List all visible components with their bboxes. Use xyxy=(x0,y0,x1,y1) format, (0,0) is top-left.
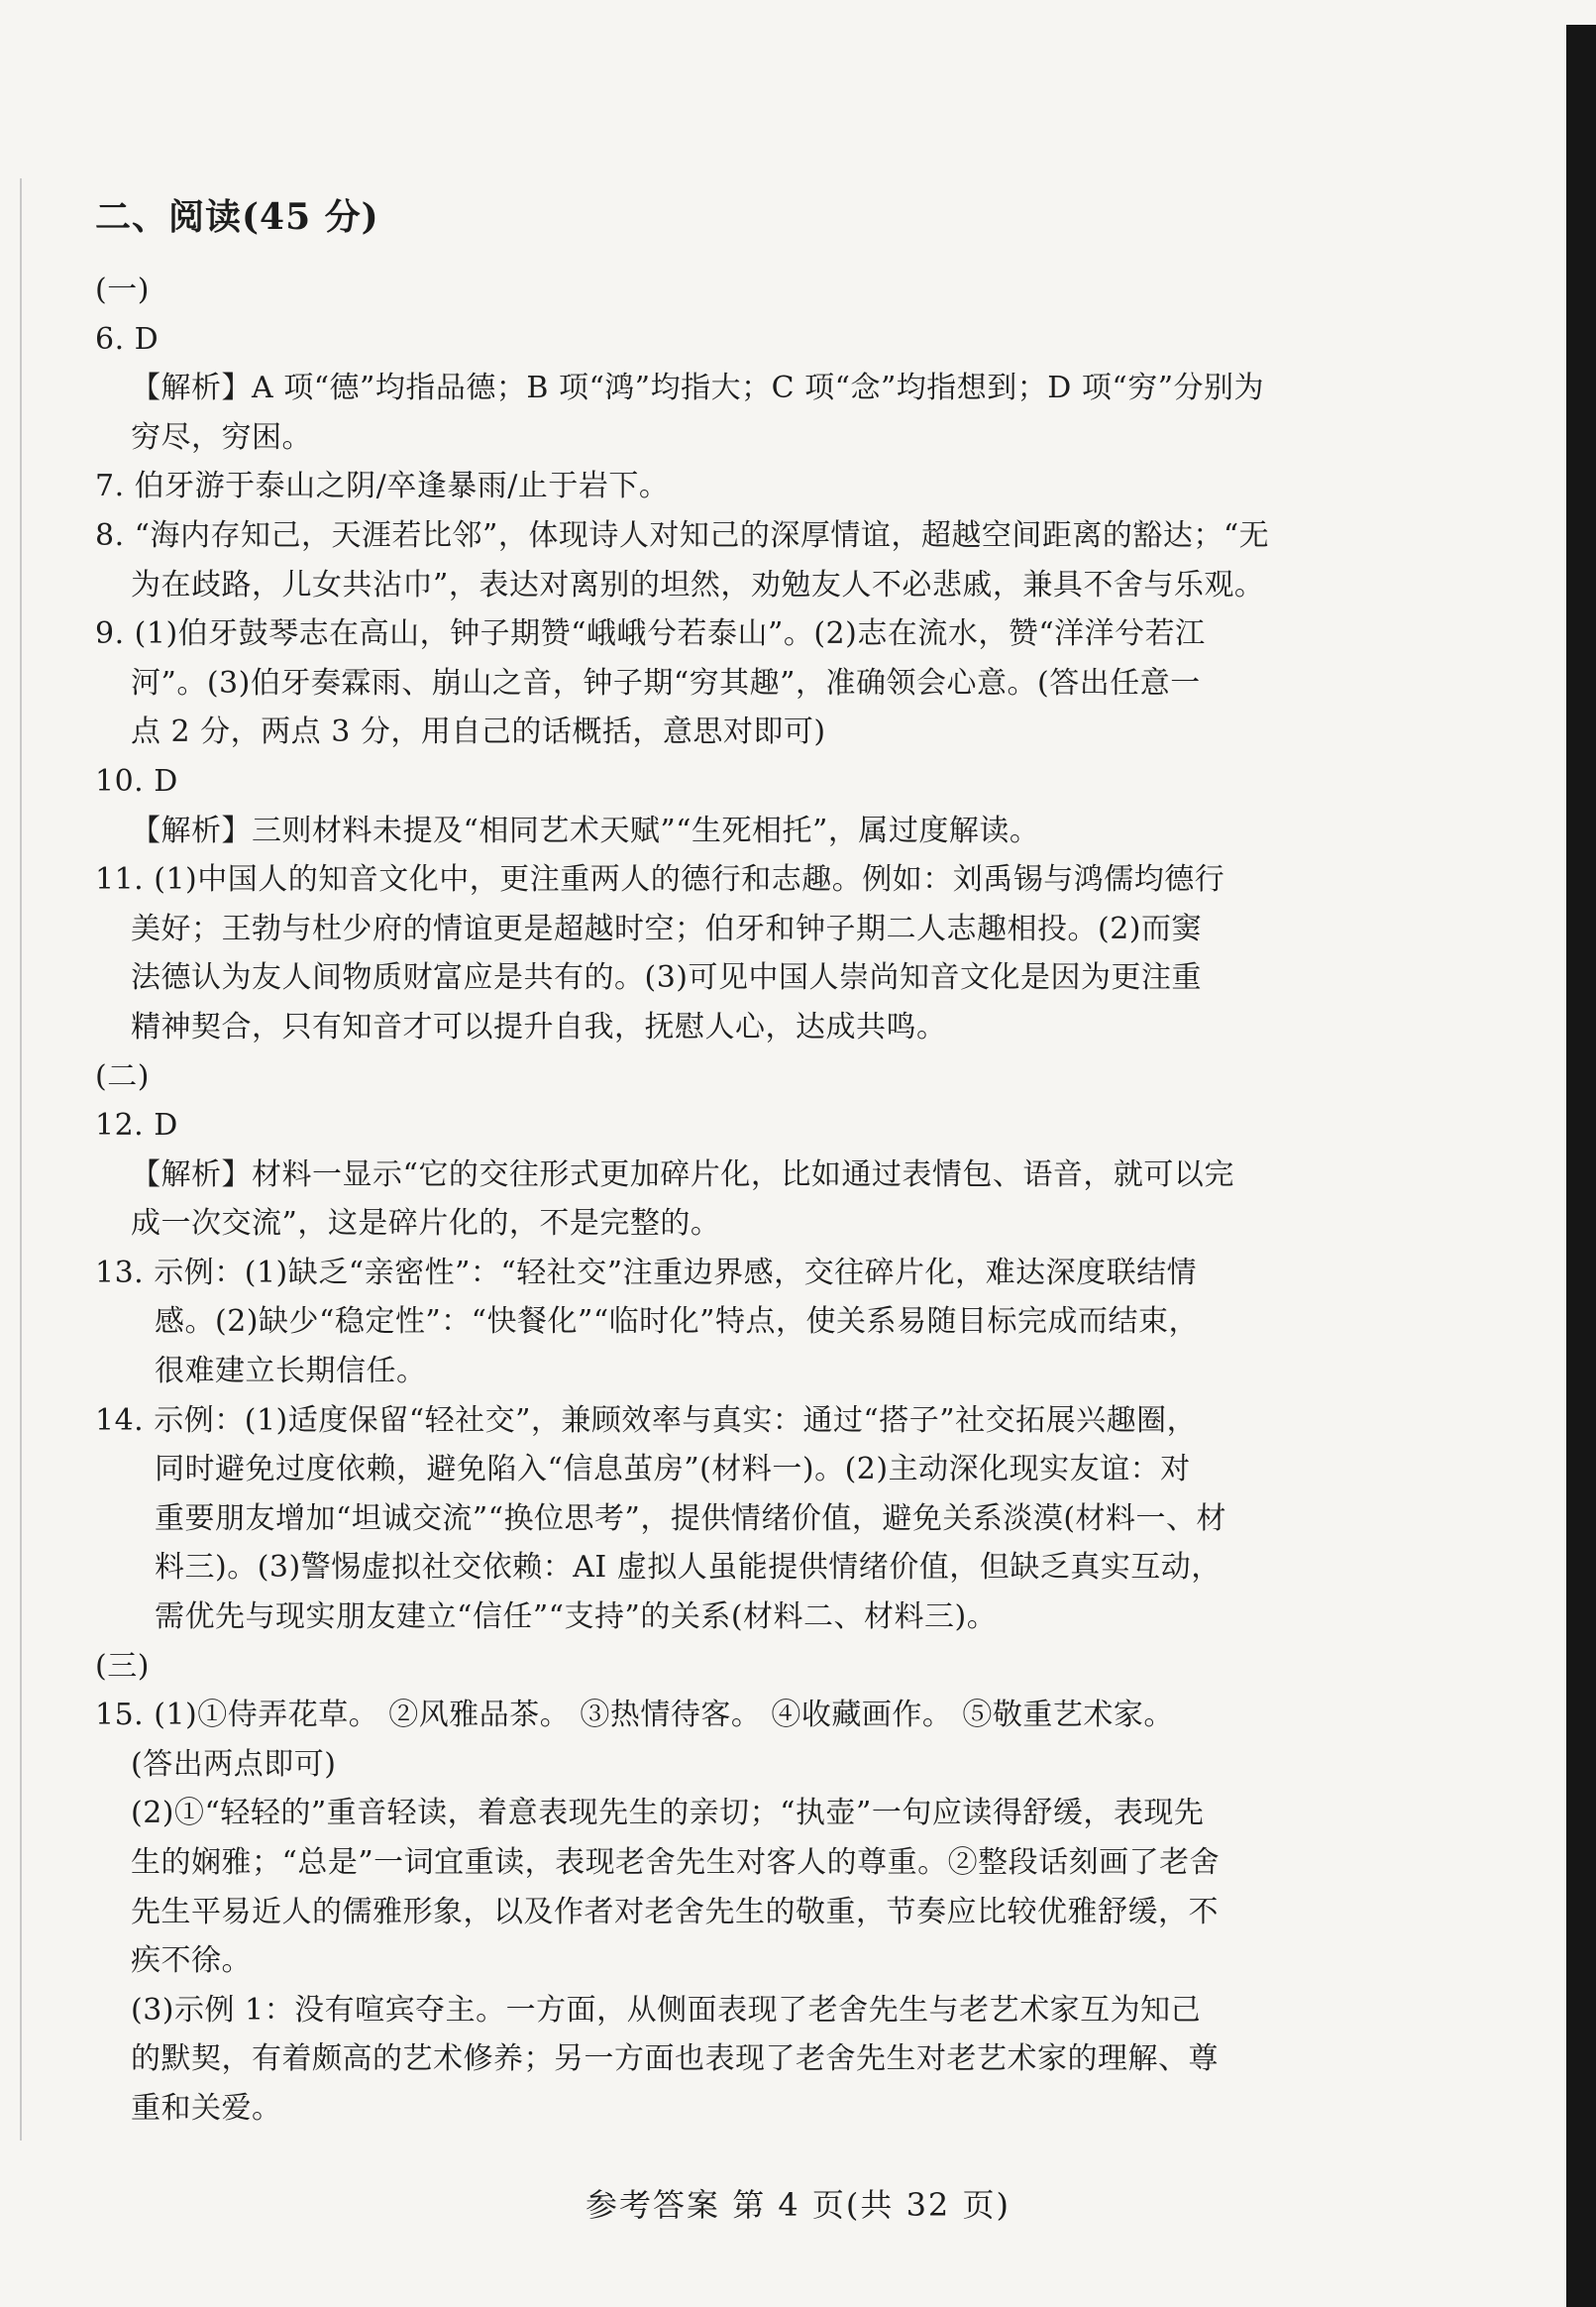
answer-lines xyxy=(95,266,1353,2134)
answer-line: 需优先与现实朋友建立“信任”“支持”的关系(材料二、材料三)。 xyxy=(155,1599,998,1635)
scan-edge-bar xyxy=(1566,25,1596,2307)
answer-line: 【解析】材料一显示“它的交往形式更加碎片化，比如通过表情包、语音，就可以完 xyxy=(131,1156,1234,1192)
answer-line: (三) xyxy=(95,1648,150,1684)
answer-line: 6. D xyxy=(95,321,160,357)
answer-line: 感。(2)缺少“稳定性”：“快餐化”“临时化”特点，使关系易随目标完成而结束， xyxy=(155,1304,1200,1340)
answer-line: 穷尽，穷困。 xyxy=(131,419,312,455)
answer-line: 成一次交流”，这是碎片化的，不是完整的。 xyxy=(131,1206,721,1242)
answer-line: 重要朋友增加“坦诚交流”“换位思考”，提供情绪价值，避免关系淡漠(材料一、材 xyxy=(155,1500,1227,1536)
answer-line: (2)①“轻轻的”重音轻读，着意表现先生的亲切；“执壶”一句应读得舒缓，表现先 xyxy=(131,1796,1205,1831)
answer-line: 9. (1)伯牙鼓琴志在高山，钟子期赞“峨峨兮若泰山”。(2)志在流水，赞“洋洋兮若江 xyxy=(95,616,1206,652)
answer-line: 疾不徐。 xyxy=(131,1943,252,1979)
answer-line: (二) xyxy=(95,1058,150,1094)
binding-margin-line xyxy=(20,178,22,2141)
answer-line: 11. (1)中国人的知音文化中，更注重两人的德行和志趣。例如：刘禹锡与鸿儒均德行 xyxy=(95,862,1225,898)
answer-line: 10. D xyxy=(95,763,178,799)
page-footer: 参考答案 第 4 页(共 32 页) xyxy=(585,2186,1011,2224)
answer-line: 8. “海内存知己，天涯若比邻”，体现诗人对知己的深厚情谊，超越空间距离的豁达；“无 xyxy=(95,517,1270,553)
answer-line: 的默契，有着颇高的艺术修养；另一方面也表现了老舍先生对老艺术家的理解、尊 xyxy=(131,2041,1219,2077)
answer-line: 14. 示例：(1)适度保留“轻社交”，兼顾效率与真实：通过“搭子”社交拓展兴趣圈， xyxy=(95,1402,1198,1438)
answer-line: 重和关爱。 xyxy=(131,2090,282,2126)
answer-line: (一) xyxy=(95,273,150,307)
answer-line: 点 2 分，两点 3 分，用自己的话概括，意思对即可) xyxy=(131,714,826,750)
answer-line: 美好；王勃与杜少府的情谊更是超越时空；伯牙和钟子期二人志趣相投。(2)而窦 xyxy=(131,911,1202,946)
answer-line: 【解析】三则材料未提及“相同艺术天赋”“生死相托”，属过度解读。 xyxy=(131,813,1040,848)
answer-line: 15. (1)①侍弄花草。 ②风雅品茶。 ③热情待客。 ④收藏画作。 ⑤敬重艺术家。 xyxy=(95,1698,1174,1733)
answer-line: 河”。(3)伯牙奏霖雨、崩山之音，钟子期“穷其趣”，准确领会心意。(答出任意一 xyxy=(131,665,1201,701)
section-title: 二、阅读(45 分) xyxy=(95,196,379,238)
answer-line: 先生平易近人的儒雅形象，以及作者对老舍先生的敬重，节奏应比较优雅舒缓，不 xyxy=(131,1894,1219,1929)
answer-line: 12. D xyxy=(95,1108,178,1144)
answer-line: (3)示例 1：没有喧宾夺主。一方面，从侧面表现了老舍先生与老艺术家互为知己 xyxy=(131,1992,1202,2028)
answer-line: 为在歧路，儿女共沾巾”，表达对离别的坦然，劝勉友人不必悲戚，兼具不舍与乐观。 xyxy=(131,567,1265,603)
answer-line: 很难建立长期信任。 xyxy=(155,1354,427,1389)
answer-line: 精神契合，只有知音才可以提升自我，抚慰人心，达成共鸣。 xyxy=(131,1009,947,1044)
answer-content xyxy=(95,186,1353,2134)
answer-line: 生的娴雅；“总是”一词宜重读，表现老舍先生对客人的尊重。②整段话刻画了老舍 xyxy=(131,1845,1221,1880)
answer-line: 7. 伯牙游于泰山之阴/卒逢暴雨/止于岩下。 xyxy=(95,469,670,504)
answer-line: 13. 示例：(1)缺乏“亲密性”：“轻社交”注重边界感，交往碎片化，难达深度联结情 xyxy=(95,1255,1198,1290)
answer-line: 【解析】A 项“德”均指品德；B 项“鸿”均指大；C 项“念”均指想到；D 项“穷”分别为 xyxy=(131,371,1265,406)
answer-line: 料三)。(3)警惕虚拟社交依赖：AI 虚拟人虽能提供情绪价值，但缺乏真实互动， xyxy=(155,1550,1222,1586)
answer-line: 法德认为友人间物质财富应是共有的。(3)可见中国人崇尚知音文化是因为更注重 xyxy=(131,960,1202,996)
answer-line: 同时避免过度依赖，避免陷入“信息茧房”(材料一)。(2)主动深化现实友谊：对 xyxy=(155,1452,1191,1487)
answer-line: (答出两点即可) xyxy=(131,1746,337,1782)
